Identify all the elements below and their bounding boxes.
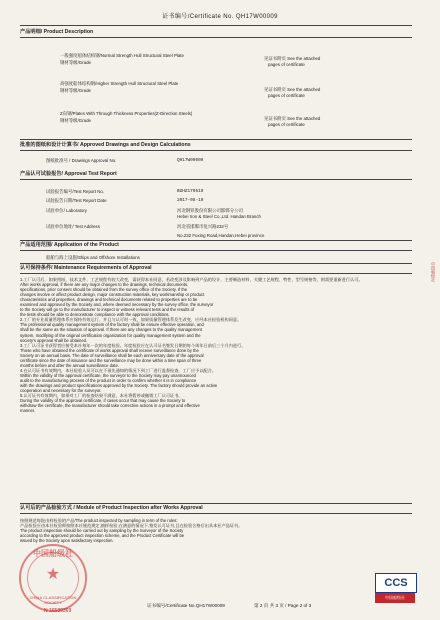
section-title-test-report: 产品认可试验报告/ Approval Test Report	[20, 171, 117, 177]
maintenance-line: 1.工厂认可后，如果图纸、技术文件、工艺规程有较大改变，需获得本社同意，若改变涉及影响到产品的设计、主要制造材料、关键工艺规程、特性、型号规格等，则需要重新进行认可。	[20, 277, 363, 282]
maintenance-line: characteristics and properties, drawings and technical documents related to properties are to be	[20, 297, 198, 303]
maintenance-line: 2.工厂的专业质量管理体系应保持有效运行，并且与认可时一致，如果质量管理体系发生改变，应经本社检验机构同意。	[20, 317, 242, 323]
maintenance-paragraphs	[20, 277, 402, 413]
maintenance-line: society's approval shall be obtained.	[20, 337, 88, 343]
maintenance-line: withdraw the certificate, the manufacturer should take corrective actions in a prompt and effective	[20, 403, 200, 409]
maintenance-line: cooperation and necessary for the surveyor.	[20, 388, 102, 394]
product-line: 高强度船体结构钢/Higher Strength Hull Structural Steel Plate	[60, 81, 179, 86]
module-paragraphs	[20, 518, 402, 543]
maintenance-line: to the Society will go to the manufacturer to inspect or witness relevant tests and the results of	[20, 307, 195, 313]
maintenance-line: shall be the same as the situation of approval. If there are any changes to the quality management	[20, 327, 203, 333]
divider	[20, 25, 412, 26]
seal-star-icon: ★	[45, 566, 61, 583]
maintenance-line: certificate since the date of issuance and the surveillance may be done within a time span of three	[20, 357, 202, 363]
test-report-no-label: 试验报告编号/Test Report No.	[46, 189, 105, 194]
maintenance-line: specifications, prior consent should be obtained from the survey office of the Society. If the	[20, 287, 188, 293]
maintenance-line: system, modifying of the original certification organization for quality management system and the	[20, 332, 201, 338]
maintenance-line: audit to the manufacturing process of the product in order to confirm whether it is in compliance	[20, 377, 197, 383]
section-title-module: 认可后的产品检验方式 / Module of Product Inspection after Works Approval	[20, 505, 203, 511]
divider	[20, 273, 412, 274]
section-title-drawings: 批准的图纸和设计计算书/ Approved Drawings and Design Calculations	[20, 142, 191, 148]
test-address-cn: 河北省邯郸市复兴路232号	[177, 224, 229, 229]
maintenance-line: Society on an annual basis. The date of surveillance shall be each anniversary date of the approval	[20, 352, 204, 358]
seal-en-text: CHINA CLASSIFICATION SOCIETY	[29, 595, 77, 605]
maintenance-line: changes involve or affect product design, major construction materials, key workmanship or product	[20, 292, 205, 298]
maintenance-line: the tests should be able to demonstrate compliance with the approval conditions.	[20, 312, 170, 318]
product-grade: 钢材等级/Grade	[60, 118, 91, 123]
section-title-maintenance: 认可保持条件/ Maintenance Requirements of Approval	[20, 265, 152, 271]
maintenance-line: 5.认可证书有效期内，如果对工厂的检查结果不满意，本社将暂停或撤销工厂认可证书。	[20, 393, 183, 399]
test-report-no-value: BGHZ170519	[177, 189, 204, 194]
maintenance-line: with the drawings and product specifications approved by the Society. The factory should provide an active	[20, 382, 218, 388]
section-title-application: 产品适用范围/ Application of the Product	[20, 242, 119, 248]
product-note: 见证书附页 See the attached	[264, 116, 321, 121]
divider	[20, 37, 412, 38]
footer-cert-no: 证书编号/Certificate No.QH17W00009	[147, 603, 225, 608]
ccs-logo-text: CCS	[375, 573, 417, 593]
divider	[20, 240, 412, 241]
ccs-seal	[19, 544, 87, 612]
side-red-text: 中国船级社	[431, 262, 436, 282]
divider	[20, 139, 412, 140]
module-line: The product inspection should be carried out by sampling by the Surveyor of the Society	[20, 528, 184, 534]
test-address-en: No.232 Fuxing Road,Handan,Hebei province	[177, 233, 265, 238]
page-number: 第 2 页 共 3 页 / Page 2 of 3	[254, 603, 312, 608]
module-line: issued by the Society upon satisfactory inspection.	[20, 538, 114, 544]
product-note: 见证书附页 See the attached	[264, 87, 321, 92]
product-grade: 钢材等级/Grade	[60, 60, 91, 65]
module-line: 产品检验应由本社检验师按照本社规范规定,抽样检验,在满意的情况下,签发认可证书,且在检验合格后出具本社产品证书。	[20, 523, 243, 529]
serial-number: N 16589369	[44, 608, 72, 614]
maintenance-line: manner.	[20, 408, 36, 414]
product-grade: 钢材等级/Grade	[60, 88, 91, 93]
product-note: pages of certificate	[268, 93, 305, 98]
divider	[20, 250, 412, 251]
product-note: pages of certificate	[268, 122, 305, 127]
divider	[20, 513, 412, 514]
product-line: 一般强度船体结构钢/Normal Strength Hull Structural Steel Plate	[60, 53, 184, 58]
module-line: according to the approved product inspection scheme, and the Product Certificate will be	[20, 533, 185, 539]
module-line: 按照规范每批由样检验的产品/The product inspected by sampling in term of the rules:	[20, 518, 178, 523]
product-line: Z向钢/Plates With Through Thickness Properties(Z-Direction Steels)	[60, 111, 193, 116]
section-title-product-desc: 产品明细/ Product Description	[20, 29, 94, 35]
product-note: 见证书附页 See the attached	[264, 56, 321, 61]
maintenance-line: months before and after the annual surveillance date.	[20, 362, 119, 368]
drawings-label: 图纸批准号 / Drawings Approval No.	[46, 158, 117, 163]
maintenance-line: 4.在认可证书有效期内，本社检验人员可以在不预先通知的情况下到工厂进行监督检查，工厂应予以配合。	[20, 367, 217, 373]
maintenance-line: Within the validity of the approval certificate, the surveyor to the Society may pay unannounced	[20, 372, 196, 378]
test-report-date-value: 2017-05-19	[177, 198, 204, 203]
maintenance-line: After works approval, if there are any major changes to the drawings, technical documents,	[20, 282, 189, 288]
product-note: pages of certificate	[268, 62, 305, 67]
ccs-logo-band: 中国船级社	[375, 593, 415, 603]
maintenance-line: 3.工厂认可证书获得者应接受本社每年一次的年度检验。年度检验应在认可证书签发日期的每个周年日前后三个月内进行。	[20, 342, 246, 348]
drawings-value: QH17W00009	[177, 158, 204, 163]
seal-cn-text: 中国船级社	[33, 549, 73, 558]
header-cert-no: 证书编号/Certificate No. QH17W00009	[162, 14, 278, 20]
laboratory-value-en: Hebei Iron & Steel Co.,Ltd. Handan Branch	[177, 214, 261, 219]
laboratory-label: 试验单位/ Laboratory	[46, 208, 87, 213]
ccs-logo	[375, 573, 415, 609]
maintenance-line: The professional quality management system of the factory shall be ensure effective operation, and	[20, 322, 204, 328]
laboratory-value-cn: 河北钢铁股份有限公司邯郸分公司	[177, 208, 243, 213]
application-text: 船舶与海上设施/Ships and Offshore Installations	[46, 255, 140, 260]
test-address-label: 试验单位地址/ Test Address	[46, 224, 100, 229]
divider	[20, 263, 412, 264]
divider	[20, 503, 412, 504]
maintenance-line: Those who have obtained the certificate of works approval shall receive surveillance done by the	[20, 347, 199, 353]
maintenance-line: examined and approved by the Society and, where deemed necessary by the survey office, the surveyor	[20, 302, 214, 308]
test-report-date-label: 试验报告日期/Test Report Date	[46, 198, 107, 203]
maintenance-line: During the validity of the approval certificate, if cases occur that may cause the Society to	[20, 398, 186, 404]
divider	[20, 150, 412, 151]
divider	[20, 179, 412, 180]
